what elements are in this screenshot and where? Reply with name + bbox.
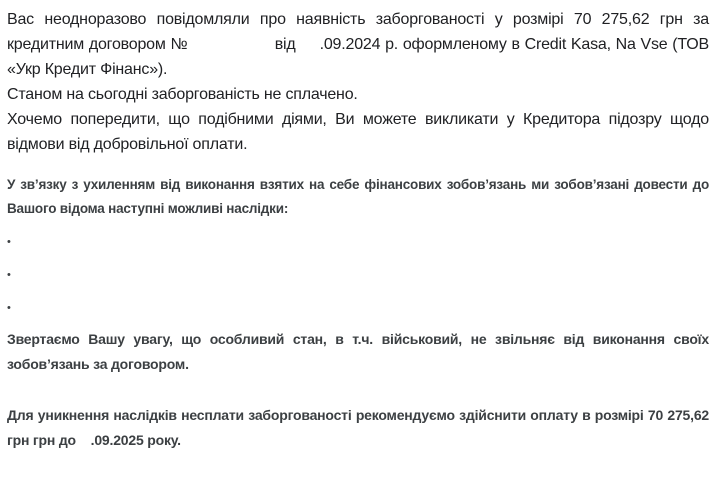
paragraph-attention: Звертаємо Вашу увагу, що особливий стан, в т.ч. військовий, не звільняє від виконання своїх зобов’язань за договором. [7, 331, 709, 372]
paragraph-warning: Хочемо попередити, що подібними діями, Ви можете викликати у Кредитора підозру щодо відмови від добровільної оплати. [7, 111, 709, 153]
list-item-credit-rating [7, 263, 709, 287]
paragraph-consequences-intro: У зв’язку з ухиленням від виконання взятих на себе фінансових зобов’язань ми зобов’язані довести до Вашого відома наступні можливі наслідки: [7, 177, 709, 216]
bullet-marker: • [7, 236, 11, 248]
paragraph-debt-intro: Вас неодноразово повідомляли про наявність заборгованості у розмірі 70 275,62 грн за кредитним договором № від .09.2024 р. оформленому в Credit Kasa, Na Vse (ТОВ «Укр Кредит Фінанс»). [7, 11, 709, 78]
bullet-marker: • [7, 302, 11, 314]
paragraph-payment-recommendation: Для уникнення наслідків несплати заборгованості рекомендуємо здійснити оплату в розмірі 70 275,62 грн грн до .09.2025 року. [7, 407, 709, 448]
list-item-court-materials [7, 230, 709, 254]
list-item-lawsuit-arrest [7, 296, 709, 320]
consequences-list [7, 230, 709, 320]
paragraph-debt-status: Станом на сьогодні заборгованість не сплачено. [7, 86, 358, 103]
bullet-marker: • [7, 269, 11, 281]
